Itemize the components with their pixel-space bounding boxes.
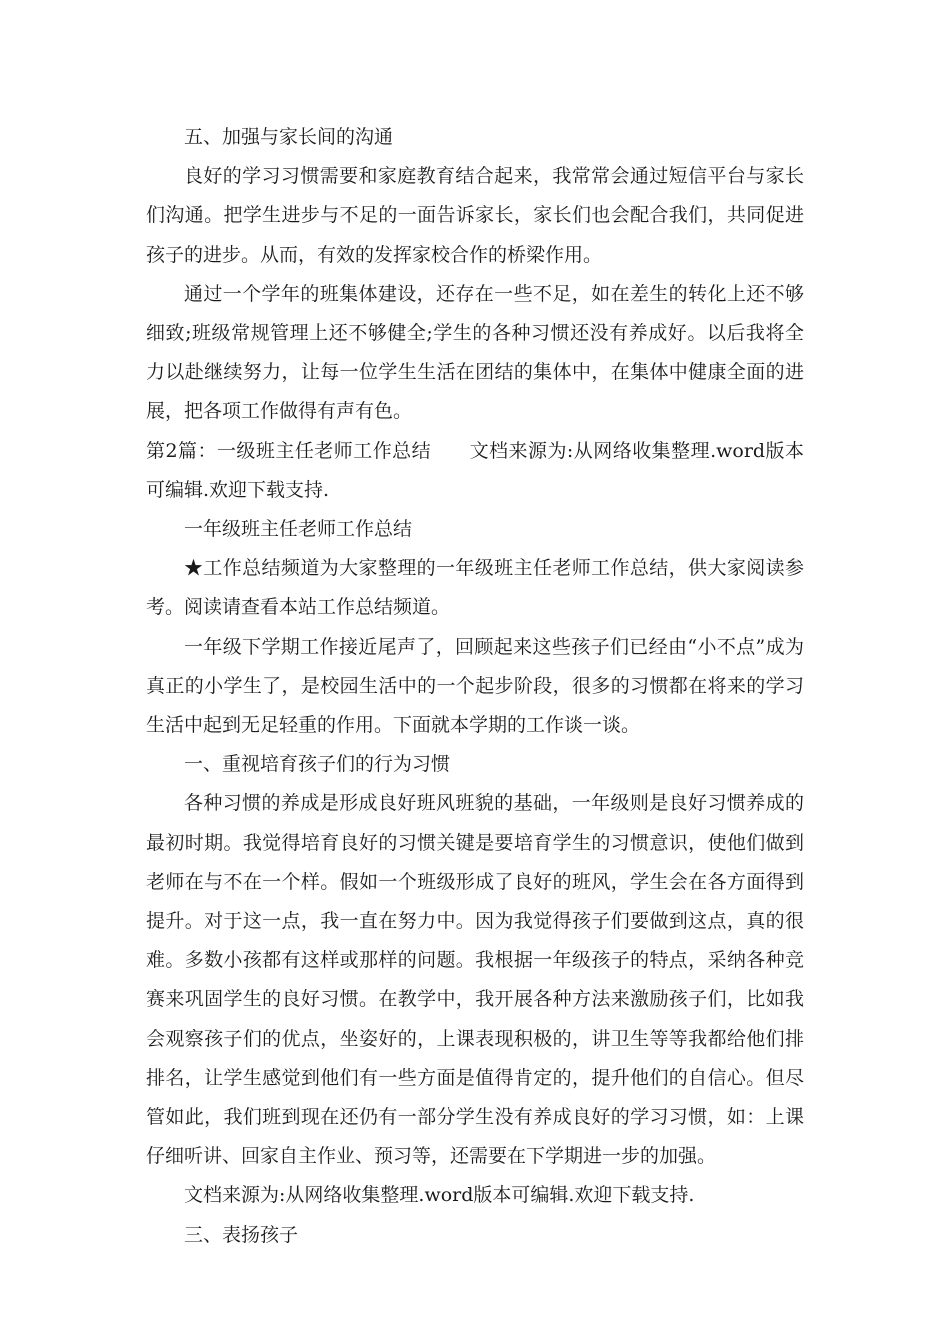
section-heading: 五、加强与家长间的沟通	[184, 126, 394, 148]
article-subtitle: 一年级班主任老师工作总结	[184, 518, 413, 541]
article-title: 第2篇：一级班主任老师工作总结	[146, 439, 432, 462]
section-heading: 一、重视培育孩子们的行为习惯	[184, 753, 451, 776]
document-body	[146, 118, 804, 1255]
source-note: 文档来源为:从网络收集整理.word版本可编辑.欢迎下载支持.	[146, 439, 805, 501]
article-title-line	[146, 432, 804, 510]
body-paragraph: 良好的学习习惯需要和家庭教育结合起来，我常常会通过短信平台与家长们沟通。把学生进步与不足的一面告诉家长，家长们也会配合我们，共同促进孩子的进步。从而，有效的发挥家校合作的桥梁作用。	[146, 165, 804, 266]
source-note: 文档来源为:从网络收集整理.word版本可编辑.欢迎下载支持.	[184, 1184, 695, 1207]
body-paragraph: 一年级下学期工作接近尾声了，回顾起来这些孩子们已经由“小不点”成为真正的小学生了，是校园生活中的一个起步阶段，很多的习惯都在将来的学习生活中起到无足轻重的作用。下面就本学期的工作谈一谈。	[146, 635, 804, 737]
body-paragraph: 各种习惯的养成是形成良好班风班貌的基础，一年级则是良好习惯养成的最初时期。我觉得培育良好的习惯关键是要培育学生的习惯意识，使他们做到老师在与不在一个样。假如一个班级形成了良好的班风，学生会在各方面得到提升。对于这一点，我一直在努力中。因为我觉得孩子们要做到这点，真的很难。多数小孩都有这样或那样的问题。我根据一年级孩子的特点，采纳各种竞赛来巩固学生的良好习惯。在教学中，我开展各种方法来激励孩子们，比如我会观察孩子们的优点，坐姿好的，上课表现积极的，讲卫生等等我都给他们排排名，让学生感觉到他们有一些方面是值得肯定的，提升他们的自信心。但尽管如此，我们班到现在还仍有一部分学生没有养成良好的学习习惯，如：上课仔细听讲、回家自主作业、预习等，还需要在下学期进一步的加强。	[146, 792, 804, 1168]
body-paragraph: 通过一个学年的班集体建设，还存在一些不足，如在差生的转化上还不够细致;班级常规管理上还不够健全;学生的各种习惯还没有养成好。以后我将全力以赴继续努力，让每一位学生生活在团结的集体中，在集体中健康全面的进展，把各项工作做得有声有色。	[146, 282, 804, 423]
body-paragraph: ★工作总结频道为大家整理的一年级班主任老师工作总结，供大家阅读参考。阅读请查看本站工作总结频道。	[146, 557, 804, 619]
section-heading: 三、表扬孩子	[184, 1223, 299, 1246]
